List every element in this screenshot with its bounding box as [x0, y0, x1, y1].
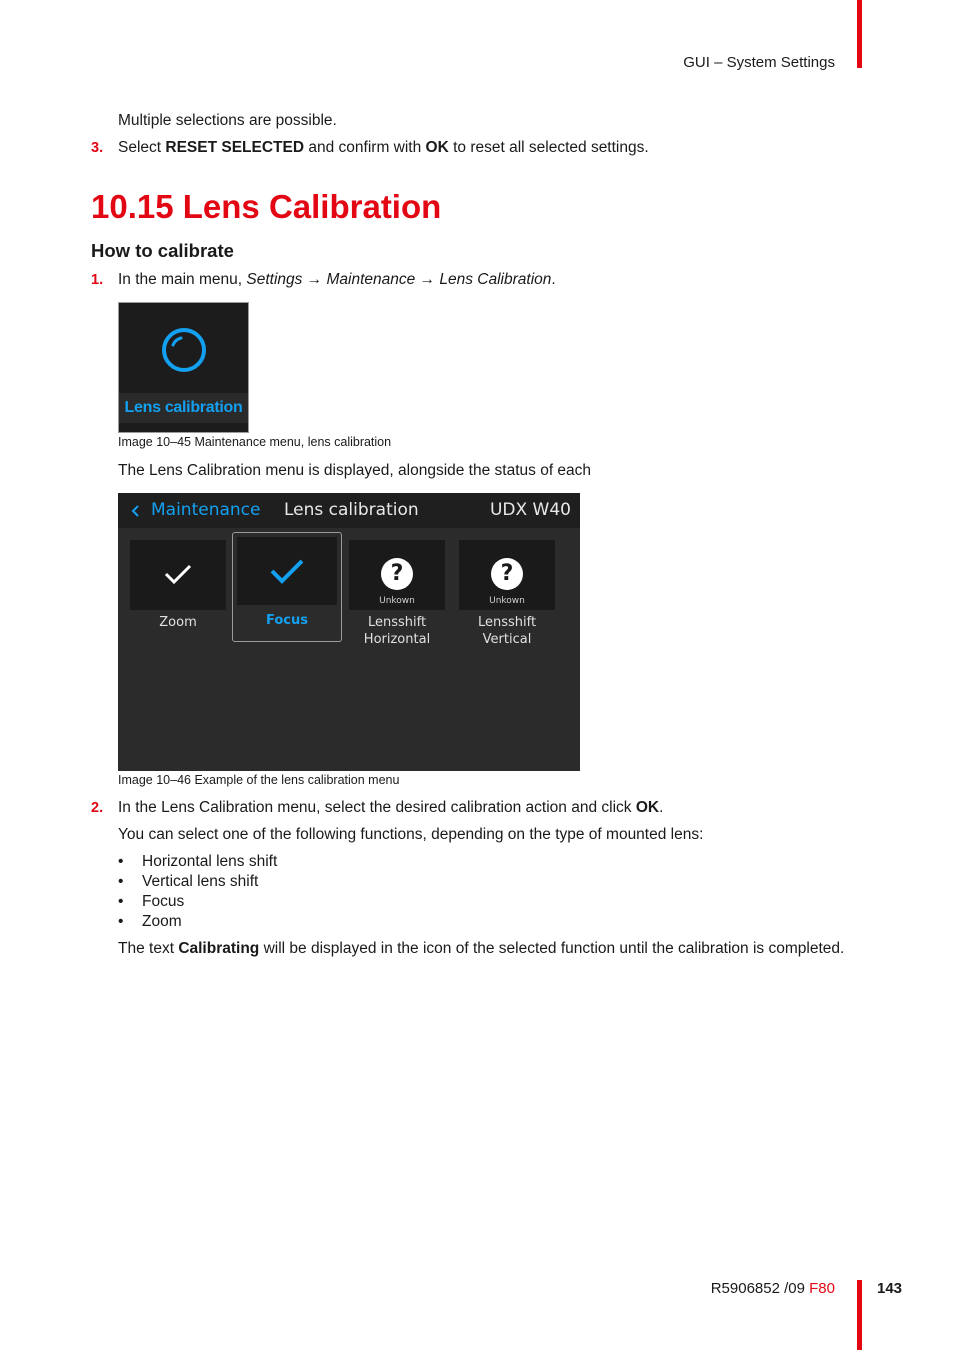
status-text: Unkown [379, 596, 415, 606]
step-2 [91, 799, 664, 817]
lensshift-vertical-label: Lensshift Vertical [477, 615, 537, 647]
section-heading: 10.15 Lens Calibration [91, 188, 442, 225]
refresh-ring-icon [159, 325, 209, 375]
step-number: 1. [91, 272, 104, 288]
footer-accent-bar [857, 1280, 862, 1350]
focus-item[interactable] [232, 532, 342, 642]
paragraph: The Lens Calibration menu is displayed, alongside the status of each [118, 462, 592, 479]
step-number: 3. [91, 140, 104, 156]
image-caption: Image 10–46 Example of the lens calibration menu [118, 773, 400, 787]
step-1 [91, 271, 556, 289]
paragraph: The text Calibrating will be displayed in the icon of the selected function until the calibration is completed. [118, 940, 845, 957]
question-icon: ? [491, 558, 523, 590]
projector-model: UDX W40 [489, 500, 571, 520]
subsection-heading: How to calibrate [91, 240, 234, 261]
focus-label: Focus [266, 613, 308, 628]
header-accent-bar [857, 0, 862, 68]
step-text: In the main menu, Settings → Maintenance → Lens Calibration. [118, 271, 556, 288]
step-text: Select RESET SELECTED and confirm with OK to reset all selected settings. [118, 139, 649, 156]
lensshift-horizontal-label: Lensshift Horizontal [363, 615, 431, 647]
breadcrumb[interactable]: Maintenance [151, 500, 261, 520]
chevron-left-icon[interactable] [131, 504, 141, 518]
step-3 [91, 139, 649, 157]
tile-label: Lens calibration [119, 393, 248, 423]
list-item: • Focus [118, 893, 185, 910]
check-icon [163, 562, 193, 586]
lens-calibration-menu-screenshot [118, 493, 580, 771]
list-item: • Vertical lens shift [118, 873, 259, 890]
function-list [118, 853, 278, 933]
check-icon [269, 557, 305, 585]
paragraph: You can select one of the following functions, depending on the type of mounted lens: [118, 826, 704, 843]
lensshift-vertical-item[interactable] [459, 540, 555, 610]
question-icon: ? [381, 558, 413, 590]
step-text: In the Lens Calibration menu, select the desired calibration action and click OK. [118, 799, 664, 816]
zoom-item[interactable] [130, 540, 226, 610]
list-item: • Zoom [118, 913, 182, 930]
multi-selection-note: Multiple selections are possible. [118, 112, 337, 129]
lensshift-horizontal-item[interactable] [349, 540, 445, 610]
running-header: GUI – System Settings [683, 54, 835, 71]
status-text: Unkown [489, 596, 525, 606]
image-caption: Image 10–45 Maintenance menu, lens calibration [118, 435, 392, 449]
menu-title: Lens calibration [284, 500, 419, 520]
list-item: • Horizontal lens shift [118, 853, 278, 870]
document-reference: R5906852 /09 F80 [710, 1280, 835, 1297]
page-number: 143 [877, 1280, 903, 1297]
step-number: 2. [91, 800, 104, 816]
zoom-label: Zoom [159, 615, 197, 630]
lens-calibration-tile[interactable] [118, 302, 249, 433]
